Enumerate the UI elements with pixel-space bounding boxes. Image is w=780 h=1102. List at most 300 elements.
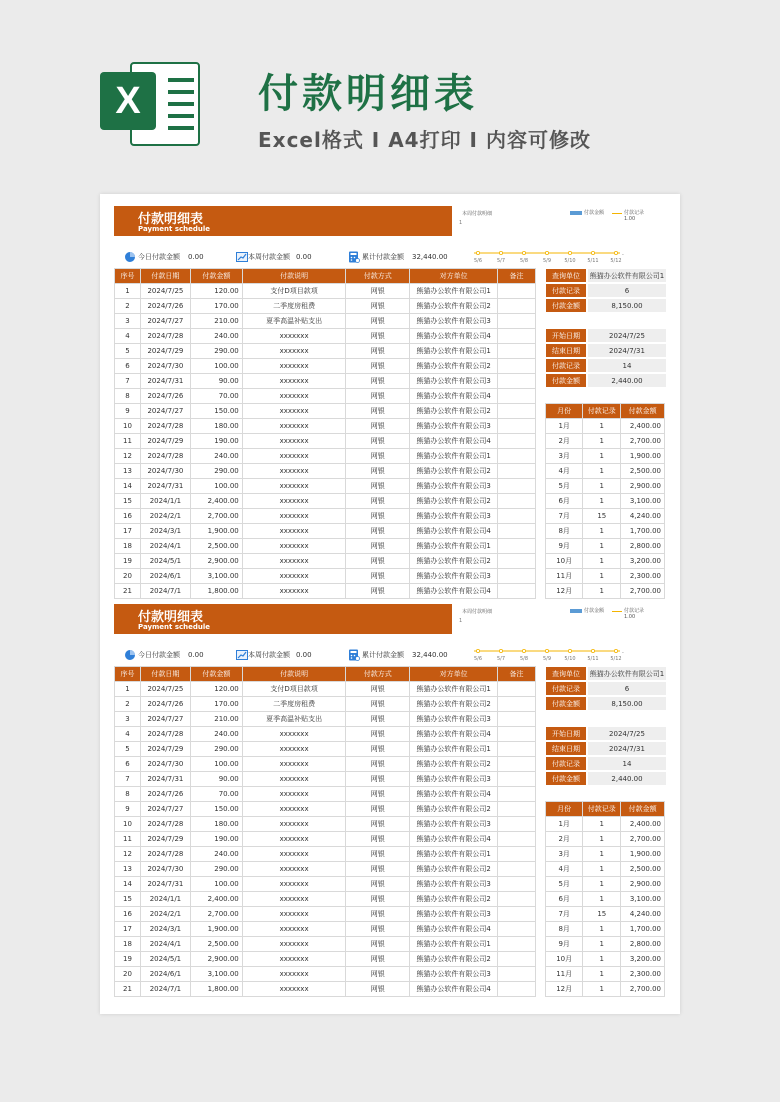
- table-cell[interactable]: xxxxxxx: [242, 817, 346, 832]
- table-cell[interactable]: 熊猫办公软件有限公司2: [410, 299, 498, 314]
- table-cell[interactable]: [498, 314, 536, 329]
- table-cell[interactable]: 熊猫办公软件有限公司3: [410, 509, 498, 524]
- table-cell[interactable]: [498, 937, 536, 952]
- table-cell[interactable]: 4: [115, 727, 141, 742]
- table-cell[interactable]: 190.00: [190, 434, 242, 449]
- table-cell[interactable]: xxxxxxx: [242, 952, 346, 967]
- table-cell[interactable]: xxxxxxx: [242, 344, 346, 359]
- table-cell[interactable]: 2,700.00: [190, 509, 242, 524]
- table-cell[interactable]: 240.00: [190, 329, 242, 344]
- table-cell[interactable]: 9: [115, 404, 141, 419]
- table-cell[interactable]: 16: [115, 509, 141, 524]
- table-cell[interactable]: xxxxxxx: [242, 434, 346, 449]
- table-cell[interactable]: xxxxxxx: [242, 907, 346, 922]
- table-cell[interactable]: 12: [115, 847, 141, 862]
- table-cell[interactable]: xxxxxxx: [242, 539, 346, 554]
- table-cell[interactable]: 熊猫办公软件有限公司4: [410, 787, 498, 802]
- table-cell[interactable]: 8: [115, 389, 141, 404]
- table-cell[interactable]: 2024/1/1: [140, 494, 190, 509]
- table-cell[interactable]: 3: [115, 712, 141, 727]
- table-cell[interactable]: 网银: [346, 832, 410, 847]
- table-cell[interactable]: xxxxxxx: [242, 524, 346, 539]
- table-cell[interactable]: xxxxxxx: [242, 329, 346, 344]
- table-cell[interactable]: 网银: [346, 284, 410, 299]
- table-cell[interactable]: 熊猫办公软件有限公司3: [410, 967, 498, 982]
- table-cell[interactable]: [498, 832, 536, 847]
- range-start-value[interactable]: 2024/7/25: [587, 726, 667, 741]
- table-cell[interactable]: 2024/1/1: [140, 892, 190, 907]
- table-cell[interactable]: 2024/7/29: [140, 434, 190, 449]
- table-cell[interactable]: [498, 847, 536, 862]
- table-cell[interactable]: 熊猫办公软件有限公司1: [410, 847, 498, 862]
- table-cell[interactable]: 90.00: [190, 772, 242, 787]
- table-cell[interactable]: 150.00: [190, 404, 242, 419]
- table-cell[interactable]: 熊猫办公软件有限公司1: [410, 284, 498, 299]
- table-cell[interactable]: 2024/7/30: [140, 757, 190, 772]
- table-cell[interactable]: [498, 742, 536, 757]
- table-cell[interactable]: 网银: [346, 299, 410, 314]
- table-cell[interactable]: 16: [115, 907, 141, 922]
- table-cell[interactable]: 3: [115, 314, 141, 329]
- table-cell[interactable]: xxxxxxx: [242, 772, 346, 787]
- table-cell[interactable]: xxxxxxx: [242, 982, 346, 997]
- table-cell[interactable]: [498, 464, 536, 479]
- table-cell[interactable]: 2024/2/1: [140, 509, 190, 524]
- table-cell[interactable]: 290.00: [190, 862, 242, 877]
- table-cell[interactable]: 2024/7/30: [140, 862, 190, 877]
- table-cell[interactable]: 2,500.00: [190, 937, 242, 952]
- table-cell[interactable]: xxxxxxx: [242, 802, 346, 817]
- table-cell[interactable]: 熊猫办公软件有限公司2: [410, 757, 498, 772]
- table-cell[interactable]: 70.00: [190, 787, 242, 802]
- table-cell[interactable]: 1,900.00: [190, 524, 242, 539]
- table-cell[interactable]: 二季度房租费: [242, 697, 346, 712]
- table-cell[interactable]: 网银: [346, 554, 410, 569]
- table-cell[interactable]: 2,400.00: [190, 494, 242, 509]
- table-cell[interactable]: xxxxxxx: [242, 727, 346, 742]
- table-cell[interactable]: [498, 817, 536, 832]
- table-cell[interactable]: 100.00: [190, 757, 242, 772]
- table-cell[interactable]: [498, 697, 536, 712]
- table-cell[interactable]: 网银: [346, 982, 410, 997]
- table-cell[interactable]: 2024/7/30: [140, 359, 190, 374]
- table-cell[interactable]: xxxxxxx: [242, 374, 346, 389]
- table-cell[interactable]: 2024/7/27: [140, 712, 190, 727]
- table-cell[interactable]: 2024/7/31: [140, 772, 190, 787]
- table-cell[interactable]: 网银: [346, 539, 410, 554]
- table-cell[interactable]: 网银: [346, 464, 410, 479]
- table-cell[interactable]: 网银: [346, 907, 410, 922]
- table-cell[interactable]: 2024/3/1: [140, 524, 190, 539]
- table-cell[interactable]: xxxxxxx: [242, 892, 346, 907]
- table-cell[interactable]: 网银: [346, 772, 410, 787]
- table-cell[interactable]: 190.00: [190, 832, 242, 847]
- table-cell[interactable]: xxxxxxx: [242, 464, 346, 479]
- table-cell[interactable]: 2024/7/26: [140, 389, 190, 404]
- table-cell[interactable]: [498, 967, 536, 982]
- table-cell[interactable]: 1: [115, 284, 141, 299]
- table-cell[interactable]: [498, 509, 536, 524]
- table-cell[interactable]: [498, 494, 536, 509]
- table-cell[interactable]: [498, 682, 536, 697]
- table-cell[interactable]: 2024/7/31: [140, 374, 190, 389]
- table-cell[interactable]: 180.00: [190, 817, 242, 832]
- table-cell[interactable]: 2024/7/31: [140, 479, 190, 494]
- table-cell[interactable]: 18: [115, 539, 141, 554]
- table-cell[interactable]: 2024/7/28: [140, 817, 190, 832]
- table-cell[interactable]: 网银: [346, 494, 410, 509]
- table-cell[interactable]: 15: [115, 892, 141, 907]
- table-cell[interactable]: 9: [115, 802, 141, 817]
- table-cell[interactable]: 2024/7/31: [140, 877, 190, 892]
- table-cell[interactable]: 熊猫办公软件有限公司1: [410, 742, 498, 757]
- table-cell[interactable]: 网银: [346, 449, 410, 464]
- table-cell[interactable]: 网银: [346, 389, 410, 404]
- table-cell[interactable]: 120.00: [190, 682, 242, 697]
- table-cell[interactable]: xxxxxxx: [242, 922, 346, 937]
- table-cell[interactable]: 2024/7/27: [140, 802, 190, 817]
- table-cell[interactable]: 3,100.00: [190, 967, 242, 982]
- table-cell[interactable]: 熊猫办公软件有限公司2: [410, 697, 498, 712]
- table-cell[interactable]: 2024/4/1: [140, 937, 190, 952]
- table-cell[interactable]: [498, 569, 536, 584]
- table-cell[interactable]: 17: [115, 922, 141, 937]
- table-cell[interactable]: xxxxxxx: [242, 554, 346, 569]
- table-cell[interactable]: [498, 479, 536, 494]
- table-cell[interactable]: 网银: [346, 727, 410, 742]
- table-cell[interactable]: 170.00: [190, 299, 242, 314]
- table-cell[interactable]: 网银: [346, 892, 410, 907]
- table-cell[interactable]: 二季度房租费: [242, 299, 346, 314]
- table-cell[interactable]: xxxxxxx: [242, 847, 346, 862]
- table-cell[interactable]: 20: [115, 967, 141, 982]
- table-cell[interactable]: 2,700.00: [190, 907, 242, 922]
- table-cell[interactable]: 熊猫办公软件有限公司1: [410, 682, 498, 697]
- table-cell[interactable]: 网银: [346, 712, 410, 727]
- table-cell[interactable]: 2024/7/1: [140, 982, 190, 997]
- table-cell[interactable]: 6: [115, 757, 141, 772]
- table-cell[interactable]: 熊猫办公软件有限公司3: [410, 314, 498, 329]
- table-cell[interactable]: 网银: [346, 344, 410, 359]
- table-cell[interactable]: [498, 862, 536, 877]
- table-cell[interactable]: 2024/7/25: [140, 682, 190, 697]
- table-cell[interactable]: 熊猫办公软件有限公司4: [410, 584, 498, 599]
- table-cell[interactable]: 熊猫办公软件有限公司4: [410, 832, 498, 847]
- table-cell[interactable]: xxxxxxx: [242, 584, 346, 599]
- table-cell[interactable]: 21: [115, 982, 141, 997]
- table-cell[interactable]: 熊猫办公软件有限公司4: [410, 329, 498, 344]
- table-cell[interactable]: 150.00: [190, 802, 242, 817]
- table-cell[interactable]: 2024/7/26: [140, 299, 190, 314]
- table-cell[interactable]: 熊猫办公软件有限公司3: [410, 877, 498, 892]
- table-cell[interactable]: 2024/7/30: [140, 464, 190, 479]
- table-cell[interactable]: 100.00: [190, 479, 242, 494]
- table-cell[interactable]: 18: [115, 937, 141, 952]
- table-cell[interactable]: 240.00: [190, 847, 242, 862]
- table-cell[interactable]: 熊猫办公软件有限公司2: [410, 952, 498, 967]
- table-cell[interactable]: 13: [115, 862, 141, 877]
- table-cell[interactable]: [498, 907, 536, 922]
- table-cell[interactable]: 240.00: [190, 449, 242, 464]
- table-cell[interactable]: 熊猫办公软件有限公司3: [410, 907, 498, 922]
- table-cell[interactable]: [498, 419, 536, 434]
- table-cell[interactable]: 网银: [346, 329, 410, 344]
- table-cell[interactable]: 2,900.00: [190, 554, 242, 569]
- table-cell[interactable]: 3,100.00: [190, 569, 242, 584]
- table-cell[interactable]: 2024/7/29: [140, 344, 190, 359]
- table-cell[interactable]: xxxxxxx: [242, 967, 346, 982]
- table-cell[interactable]: 7: [115, 374, 141, 389]
- table-cell[interactable]: 熊猫办公软件有限公司3: [410, 479, 498, 494]
- table-cell[interactable]: xxxxxxx: [242, 479, 346, 494]
- table-cell[interactable]: 网银: [346, 682, 410, 697]
- table-cell[interactable]: 10: [115, 817, 141, 832]
- table-cell[interactable]: 熊猫办公软件有限公司2: [410, 404, 498, 419]
- table-cell[interactable]: [498, 712, 536, 727]
- query-unit-value[interactable]: 熊猫办公软件有限公司1: [587, 666, 667, 681]
- table-cell[interactable]: 5: [115, 344, 141, 359]
- table-cell[interactable]: 网银: [346, 359, 410, 374]
- table-cell[interactable]: 6: [115, 359, 141, 374]
- table-cell[interactable]: xxxxxxx: [242, 862, 346, 877]
- table-cell[interactable]: 2024/7/25: [140, 284, 190, 299]
- table-cell[interactable]: 17: [115, 524, 141, 539]
- table-cell[interactable]: 2024/7/28: [140, 419, 190, 434]
- table-cell[interactable]: xxxxxxx: [242, 359, 346, 374]
- table-cell[interactable]: 网银: [346, 787, 410, 802]
- range-end-value[interactable]: 2024/7/31: [587, 741, 667, 756]
- table-cell[interactable]: [498, 299, 536, 314]
- table-cell[interactable]: 210.00: [190, 314, 242, 329]
- table-cell[interactable]: 网银: [346, 817, 410, 832]
- table-cell[interactable]: [498, 787, 536, 802]
- table-cell[interactable]: [498, 284, 536, 299]
- table-cell[interactable]: 网银: [346, 434, 410, 449]
- table-cell[interactable]: 19: [115, 554, 141, 569]
- table-cell[interactable]: xxxxxxx: [242, 389, 346, 404]
- table-cell[interactable]: 网银: [346, 374, 410, 389]
- table-cell[interactable]: xxxxxxx: [242, 937, 346, 952]
- table-cell[interactable]: xxxxxxx: [242, 787, 346, 802]
- table-cell[interactable]: 熊猫办公软件有限公司2: [410, 359, 498, 374]
- table-cell[interactable]: 夏季高温补贴支出: [242, 712, 346, 727]
- table-cell[interactable]: 网银: [346, 757, 410, 772]
- table-cell[interactable]: xxxxxxx: [242, 509, 346, 524]
- table-cell[interactable]: 10: [115, 419, 141, 434]
- table-cell[interactable]: xxxxxxx: [242, 494, 346, 509]
- table-cell[interactable]: 15: [115, 494, 141, 509]
- table-cell[interactable]: 2: [115, 697, 141, 712]
- table-cell[interactable]: 2024/3/1: [140, 922, 190, 937]
- table-cell[interactable]: 网银: [346, 967, 410, 982]
- table-cell[interactable]: 2,400.00: [190, 892, 242, 907]
- table-cell[interactable]: 熊猫办公软件有限公司2: [410, 494, 498, 509]
- table-cell[interactable]: [498, 952, 536, 967]
- table-cell[interactable]: xxxxxxx: [242, 832, 346, 847]
- table-cell[interactable]: 熊猫办公软件有限公司3: [410, 374, 498, 389]
- table-cell[interactable]: 14: [115, 877, 141, 892]
- table-cell[interactable]: 熊猫办公软件有限公司3: [410, 419, 498, 434]
- table-cell[interactable]: xxxxxxx: [242, 449, 346, 464]
- table-cell[interactable]: 熊猫办公软件有限公司1: [410, 449, 498, 464]
- table-cell[interactable]: 网银: [346, 847, 410, 862]
- table-cell[interactable]: 2024/5/1: [140, 554, 190, 569]
- table-cell[interactable]: [498, 404, 536, 419]
- table-cell[interactable]: 网银: [346, 524, 410, 539]
- table-cell[interactable]: 熊猫办公软件有限公司4: [410, 982, 498, 997]
- table-cell[interactable]: 熊猫办公软件有限公司4: [410, 389, 498, 404]
- table-cell[interactable]: 网银: [346, 584, 410, 599]
- table-cell[interactable]: 熊猫办公软件有限公司4: [410, 434, 498, 449]
- range-end-value[interactable]: 2024/7/31: [587, 343, 667, 358]
- table-cell[interactable]: 70.00: [190, 389, 242, 404]
- table-cell[interactable]: [498, 802, 536, 817]
- table-cell[interactable]: 网银: [346, 569, 410, 584]
- table-cell[interactable]: 100.00: [190, 359, 242, 374]
- table-cell[interactable]: 19: [115, 952, 141, 967]
- table-cell[interactable]: 5: [115, 742, 141, 757]
- table-cell[interactable]: 网银: [346, 314, 410, 329]
- table-cell[interactable]: 网银: [346, 802, 410, 817]
- table-cell[interactable]: 熊猫办公软件有限公司2: [410, 802, 498, 817]
- table-cell[interactable]: 1,900.00: [190, 922, 242, 937]
- table-cell[interactable]: 1,800.00: [190, 982, 242, 997]
- table-cell[interactable]: 240.00: [190, 727, 242, 742]
- table-cell[interactable]: xxxxxxx: [242, 742, 346, 757]
- table-cell[interactable]: 1: [115, 682, 141, 697]
- table-cell[interactable]: 120.00: [190, 284, 242, 299]
- table-cell[interactable]: 网银: [346, 742, 410, 757]
- table-cell[interactable]: 13: [115, 464, 141, 479]
- table-cell[interactable]: [498, 344, 536, 359]
- table-cell[interactable]: 熊猫办公软件有限公司1: [410, 937, 498, 952]
- table-cell[interactable]: [498, 539, 536, 554]
- table-cell[interactable]: 290.00: [190, 344, 242, 359]
- table-cell[interactable]: 180.00: [190, 419, 242, 434]
- table-cell[interactable]: 12: [115, 449, 141, 464]
- table-cell[interactable]: 2: [115, 299, 141, 314]
- table-cell[interactable]: 170.00: [190, 697, 242, 712]
- table-cell[interactable]: 21: [115, 584, 141, 599]
- table-cell[interactable]: [498, 982, 536, 997]
- table-cell[interactable]: xxxxxxx: [242, 404, 346, 419]
- table-cell[interactable]: 4: [115, 329, 141, 344]
- table-cell[interactable]: 熊猫办公软件有限公司3: [410, 712, 498, 727]
- table-cell[interactable]: 290.00: [190, 742, 242, 757]
- table-cell[interactable]: [498, 389, 536, 404]
- table-cell[interactable]: 11: [115, 434, 141, 449]
- table-cell[interactable]: [498, 374, 536, 389]
- table-cell[interactable]: 290.00: [190, 464, 242, 479]
- table-cell[interactable]: 2024/7/26: [140, 697, 190, 712]
- table-cell[interactable]: 2024/7/27: [140, 404, 190, 419]
- table-cell[interactable]: 8: [115, 787, 141, 802]
- table-cell[interactable]: [498, 359, 536, 374]
- table-cell[interactable]: 熊猫办公软件有限公司4: [410, 727, 498, 742]
- table-cell[interactable]: 熊猫办公软件有限公司2: [410, 554, 498, 569]
- table-cell[interactable]: 网银: [346, 404, 410, 419]
- table-cell[interactable]: xxxxxxx: [242, 877, 346, 892]
- table-cell[interactable]: 20: [115, 569, 141, 584]
- table-cell[interactable]: xxxxxxx: [242, 419, 346, 434]
- table-cell[interactable]: 熊猫办公软件有限公司3: [410, 772, 498, 787]
- table-cell[interactable]: 11: [115, 832, 141, 847]
- table-cell[interactable]: 2024/7/26: [140, 787, 190, 802]
- table-cell[interactable]: xxxxxxx: [242, 569, 346, 584]
- table-cell[interactable]: 熊猫办公软件有限公司4: [410, 922, 498, 937]
- table-cell[interactable]: 90.00: [190, 374, 242, 389]
- table-cell[interactable]: 2024/7/28: [140, 727, 190, 742]
- table-cell[interactable]: 网银: [346, 952, 410, 967]
- table-cell[interactable]: 网银: [346, 877, 410, 892]
- table-cell[interactable]: 2,900.00: [190, 952, 242, 967]
- table-cell[interactable]: [498, 524, 536, 539]
- table-cell[interactable]: 14: [115, 479, 141, 494]
- table-cell[interactable]: 网银: [346, 862, 410, 877]
- table-cell[interactable]: [498, 922, 536, 937]
- table-cell[interactable]: [498, 584, 536, 599]
- table-cell[interactable]: [498, 757, 536, 772]
- table-cell[interactable]: 网银: [346, 697, 410, 712]
- table-cell[interactable]: 2024/7/29: [140, 832, 190, 847]
- table-cell[interactable]: 熊猫办公软件有限公司2: [410, 862, 498, 877]
- table-cell[interactable]: xxxxxxx: [242, 757, 346, 772]
- table-cell[interactable]: 熊猫办公软件有限公司1: [410, 344, 498, 359]
- table-cell[interactable]: [498, 892, 536, 907]
- table-cell[interactable]: 2024/7/1: [140, 584, 190, 599]
- query-unit-value[interactable]: 熊猫办公软件有限公司1: [587, 268, 667, 283]
- table-cell[interactable]: 2024/6/1: [140, 569, 190, 584]
- table-cell[interactable]: 2,500.00: [190, 539, 242, 554]
- table-cell[interactable]: [498, 877, 536, 892]
- table-cell[interactable]: 支付D项目款项: [242, 682, 346, 697]
- table-cell[interactable]: 网银: [346, 922, 410, 937]
- table-cell[interactable]: [498, 772, 536, 787]
- table-cell[interactable]: [498, 329, 536, 344]
- table-cell[interactable]: 7: [115, 772, 141, 787]
- table-cell[interactable]: 网银: [346, 509, 410, 524]
- table-cell[interactable]: 2024/2/1: [140, 907, 190, 922]
- table-cell[interactable]: 1,800.00: [190, 584, 242, 599]
- range-start-value[interactable]: 2024/7/25: [587, 328, 667, 343]
- table-cell[interactable]: [498, 434, 536, 449]
- table-cell[interactable]: 100.00: [190, 877, 242, 892]
- table-cell[interactable]: 网银: [346, 419, 410, 434]
- table-cell[interactable]: 2024/7/28: [140, 449, 190, 464]
- table-cell[interactable]: [498, 727, 536, 742]
- table-cell[interactable]: 支付D项目款项: [242, 284, 346, 299]
- table-cell[interactable]: 2024/6/1: [140, 967, 190, 982]
- table-cell[interactable]: 2024/7/28: [140, 847, 190, 862]
- table-cell[interactable]: 熊猫办公软件有限公司3: [410, 817, 498, 832]
- table-cell[interactable]: 网银: [346, 479, 410, 494]
- table-cell[interactable]: 210.00: [190, 712, 242, 727]
- table-cell[interactable]: 熊猫办公软件有限公司1: [410, 539, 498, 554]
- table-cell[interactable]: 熊猫办公软件有限公司2: [410, 892, 498, 907]
- table-cell[interactable]: 2024/4/1: [140, 539, 190, 554]
- table-cell[interactable]: 2024/7/29: [140, 742, 190, 757]
- table-cell[interactable]: 2024/5/1: [140, 952, 190, 967]
- table-cell[interactable]: 网银: [346, 937, 410, 952]
- table-cell[interactable]: 夏季高温补贴支出: [242, 314, 346, 329]
- table-cell[interactable]: [498, 449, 536, 464]
- table-cell[interactable]: [498, 554, 536, 569]
- table-cell[interactable]: 熊猫办公软件有限公司3: [410, 569, 498, 584]
- table-cell[interactable]: 2024/7/28: [140, 329, 190, 344]
- table-cell[interactable]: 2024/7/27: [140, 314, 190, 329]
- table-cell[interactable]: 熊猫办公软件有限公司2: [410, 464, 498, 479]
- table-cell[interactable]: 熊猫办公软件有限公司4: [410, 524, 498, 539]
